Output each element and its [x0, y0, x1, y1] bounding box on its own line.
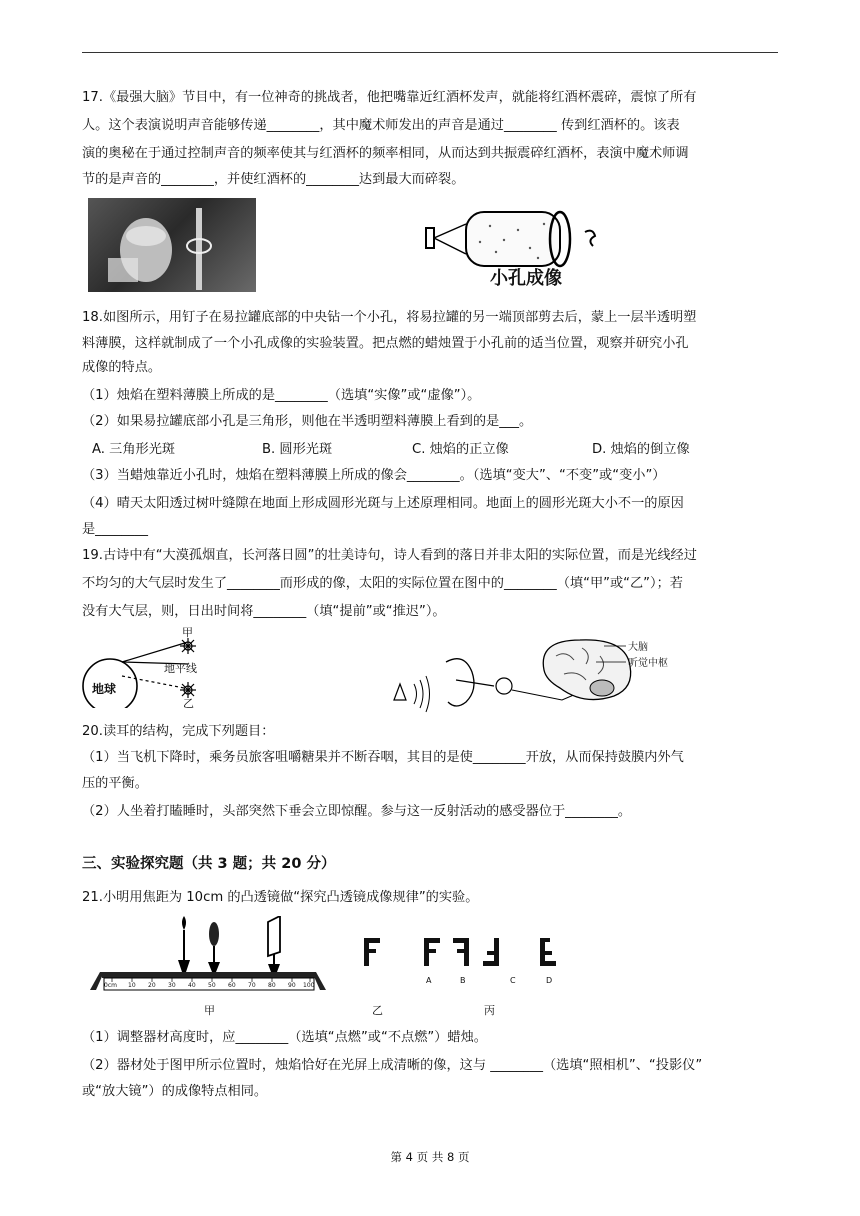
letter-label-b: B	[460, 976, 466, 985]
label-brain: 大脑	[628, 642, 648, 653]
q18-sub2: （2）如果易拉罐底部小孔是三角形，则他在半透明塑料薄膜上看到的是___。	[82, 414, 533, 429]
q21-sub2a: （2）器材处于图甲所示位置时，烛焰恰好在光屏上成清晰的像，这与 ________（选填“照相机”、“投影仪”	[82, 1058, 703, 1073]
bench-tick-60: 60	[228, 982, 236, 989]
q18-option-c: C. 烛焰的正立像	[412, 442, 509, 457]
q20-line1: 20.读耳的结构，完成下列题目：	[82, 724, 275, 739]
ear-structure-figure	[386, 634, 676, 716]
q17-line4: 节的是声音的________，并使红酒杯的________达到最大而碎裂。	[82, 172, 465, 187]
label-earth: 地球	[92, 682, 117, 696]
letter-images-figure	[360, 934, 590, 1024]
bench-tick-90: 90	[288, 982, 296, 989]
q17-line2: 人。这个表演说明声音能够传递________，其中魔术师发出的声音是通过________ 传到红酒杯的。该表	[82, 118, 680, 133]
bench-tick-40: 40	[188, 982, 196, 989]
q18-sub3: （3）当蜡烛靠近小孔时，烛焰在塑料薄膜上所成的像会________。（选填“变大”、“不变”或“变小”）	[82, 468, 666, 483]
label-hearing-center: 听觉中枢	[628, 658, 668, 669]
sunset-refraction-figure	[80, 628, 220, 708]
pinhole-caption: 小孔成像	[490, 268, 562, 289]
header-rule	[82, 52, 778, 53]
q21-sub1: （1）调整器材高度时，应________（选填“点燃”或“不点燃”）蜡烛。	[82, 1030, 487, 1045]
page-footer: 第 4 页 共 8 页	[390, 1150, 470, 1164]
q18-option-b: B. 圆形光斑	[262, 442, 333, 457]
label-horizon: 地平线	[164, 662, 197, 675]
letter-label-c: C	[510, 976, 516, 985]
pinhole-can-figure	[420, 200, 620, 292]
bench-tick-70: 70	[248, 982, 256, 989]
bench-tick-0: 0cm	[104, 982, 117, 989]
label-bing-letters: 丙	[484, 1004, 495, 1017]
q18-line2: 料薄膜，这样就制成了一个小孔成像的实验装置。把点燃的蜡烛置于小孔前的适当位置，观察并研究小孔	[82, 336, 689, 351]
label-yi-letters: 乙	[372, 1004, 383, 1017]
bench-tick-30: 30	[168, 982, 176, 989]
q18-option-d: D. 烛焰的倒立像	[592, 442, 690, 457]
q17-line3: 演的奥秘在于通过控制声音的频率使其与红酒杯的频率相同，从而达到共振震碎红酒杯，表演中魔术师调	[82, 146, 689, 161]
section3-heading: 三、实验探究题（共 3 题；共 20 分）	[82, 856, 336, 872]
label-jia-bench: 甲	[204, 1004, 215, 1017]
q18-option-a: A. 三角形光斑	[92, 442, 176, 457]
q18-sub4a: （4）晴天太阳透过树叶缝隙在地面上形成圆形光斑与上述原理相同。地面上的圆形光斑大小不一的原因	[82, 496, 684, 511]
letter-label-d: D	[546, 976, 553, 985]
q19-line1: 19.古诗中有“大漠孤烟直，长河落日圆”的壮美诗句，诗人看到的落日并非太阳的实际位置，而是光线经过	[82, 548, 697, 563]
bench-tick-50: 50	[208, 982, 216, 989]
label-yi: 乙	[183, 697, 194, 710]
q21-sub2b: 或“放大镜”）的成像特点相同。	[82, 1084, 268, 1099]
optical-bench-figure	[90, 916, 330, 1020]
q20-sub1a: （1）当飞机下降时，乘务员旅客咀嚼糖果并不断吞咽，其目的是使________开放，从而保持鼓膜内外气	[82, 750, 684, 765]
q18-line3: 成像的特点。	[82, 360, 162, 375]
q18-line1: 18.如图所示，用钉子在易拉罐底部的中央钻一个小孔，将易拉罐的另一端顶部剪去后，蒙上一层半透明塑	[82, 310, 697, 325]
q20-sub2: （2）人坐着打瞌睡时，头部突然下垂会立即惊醒。参与这一反射活动的感受器位于________。	[82, 804, 632, 819]
q21-line1: 21.小明用焦距为 10cm 的凸透镜做“探究凸透镜成像规律”的实验。	[82, 890, 479, 905]
q18-sub4b: 是________	[82, 522, 148, 537]
q19-line2: 不均匀的大气层时发生了________而形成的像，太阳的实际位置在图中的________（填“甲”或“乙”）；若	[82, 576, 683, 591]
letter-label-a: A	[426, 976, 432, 985]
q19-line3: 没有大气层，则，日出时间将________（填“提前”或“推迟”）。	[82, 604, 446, 619]
q17-line1: 17.《最强大脑》节目中，有一位神奇的挑战者，他把嘴靠近红酒杯发声，就能将红酒杯震碎，震惊了所有	[82, 90, 697, 105]
bench-tick-20: 20	[148, 982, 156, 989]
bench-tick-10: 10	[128, 982, 136, 989]
q18-sub1: （1）烛焰在塑料薄膜上所成的是________（选填“实像”或“虚像”）。	[82, 388, 481, 403]
bench-tick-80: 80	[268, 982, 276, 989]
bench-tick-100: 100	[303, 982, 315, 989]
label-jia: 甲	[182, 626, 193, 639]
wineglass-photo	[88, 198, 256, 292]
q20-sub1b: 压的平衡。	[82, 776, 148, 791]
